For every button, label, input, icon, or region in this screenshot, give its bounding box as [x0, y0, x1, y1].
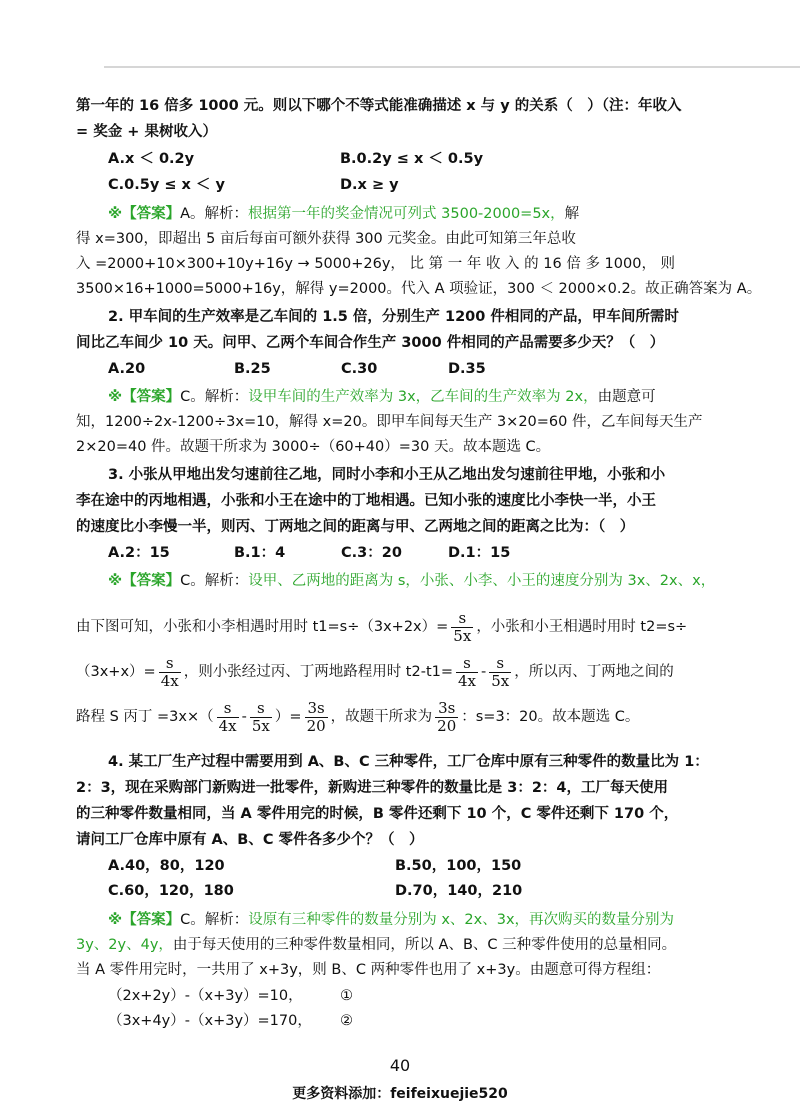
q3-answer-line-1: ※【答案】C。解析：设甲、乙两地的距离为 s，小张、小李、小王的速度分别为 3x、2x、x， — [108, 573, 716, 589]
header-rule — [104, 66, 800, 68]
q2-option-c: C.30 — [341, 361, 378, 377]
q3-option-c: C.3：20 — [341, 545, 402, 561]
fraction-3s-over-20: $\frac{3s}{20}$ — [306, 698, 326, 735]
q3-answer-line-2: 由下图可知，小张和小李相遇时用时 t1=s÷（3x+2x）= $\frac{s}{5x}$ ，小张和小王相遇时用时 t2=s÷ — [76, 608, 688, 645]
q4-option-a: A.40，80，120 — [108, 858, 225, 874]
q2-option-a: A.20 — [108, 361, 146, 377]
q4-answer-line-2: 3y、2y、4y，由于每天使用的三种零件数量相同，所以 A、B、C 三种零件使用的总量相同。 — [76, 937, 677, 953]
answer-mark: ※【答案】 — [108, 573, 181, 589]
q4-equation-2: （3x+4y）-（x+3y）=170， — [108, 1013, 312, 1029]
q3-stem-line-3: 的速度比小李慢一半，则丙、丁两地之间的距离与甲、乙两地之间的距离之比为：（ ） — [76, 519, 635, 535]
q3-answer-line-4: 路程 S 丙丁 =3x×（ $\frac{s}{4x}$ - $\frac{s}{5x}$ ）= $\frac{3s}{20}$ ，故题干所求为 $\frac{3s}{20}$ ：s=3：20。故本题选 C。 — [76, 698, 640, 735]
q4-equation-1-marker: ① — [340, 988, 353, 1004]
answer-mark: ※【答案】 — [108, 912, 181, 928]
q2-answer-line-3: 2×20=40 件。故题干所求为 3000÷（60+40）=30 天。故本题选 C。 — [76, 439, 551, 455]
footer-contact: 更多资料添加：feifeixuejie520 — [292, 1086, 508, 1102]
page-number: 40 — [389, 1056, 411, 1075]
q1-stem-line-2: = 奖金 + 果树收入） — [76, 124, 217, 140]
q4-stem-line-3: 的三种零件数量相同，当 A 零件用完的时候，B 零件还剩下 10 个，C 零件还剩下 170 个， — [76, 806, 679, 822]
q1-option-d: D.x ≥ y — [340, 177, 399, 193]
q4-equation-1: （2x+2y）-（x+3y）=10， — [108, 988, 303, 1004]
fraction-s-over-4x: $\frac{s}{4x}$ — [218, 698, 237, 735]
q3-option-b: B.1：4 — [234, 545, 286, 561]
q1-option-a: A.x ＜ 0.2y — [108, 151, 195, 167]
q1-answer-line-3: 入 =2000+10×300+10y+16y → 5000+26y， 比 第 一 年 收 入 的 16 倍 多 1000， 则 — [76, 256, 676, 272]
answer-mark: ※【答案】 — [108, 389, 181, 405]
q4-stem-line-4: 请问工厂仓库中原有 A、B、C 零件各多少个？（ ） — [76, 832, 424, 848]
q1-answer-line-1: ※【答案】A。解析：根据第一年的奖金情况可列式 3500-2000=5x，解 — [108, 206, 580, 222]
q4-answer-line-1: ※【答案】C。解析：设原有三种零件的数量分别为 x、2x、3x，再次购买的数量分别为 — [108, 912, 675, 928]
q1-answer-line-2: 得 x=300，即超出 5 亩后每亩可额外获得 300 元奖金。由此可知第三年总收 — [76, 231, 576, 247]
fraction-s-over-5x: $\frac{s}{5x}$ — [453, 608, 472, 645]
fraction-s-over-5x: $\frac{s}{5x}$ — [251, 698, 270, 735]
q1-option-c: C.0.5y ≤ x ＜ y — [108, 177, 225, 193]
answer-mark: ※【答案】 — [108, 206, 181, 222]
q3-answer-line-3: （3x+x）= $\frac{s}{4x}$ ，则小张经过丙、丁两地路程用时 t2-t1= $\frac{s}{4x}$ - $\frac{s}{5x}$ ，所以丙、丁两地之间的 — [76, 653, 674, 690]
q2-answer-line-2: 知，1200÷2x-1200÷3x=10，解得 x=20。即甲车间每天生产 3×20=60 件，乙车间每天生产 — [76, 414, 703, 430]
q4-stem-line-1: 4. 某工厂生产过程中需要用到 A、B、C 三种零件，工厂仓库中原有三种零件的数量比为 1： — [108, 754, 709, 770]
q4-equation-2-marker: ② — [340, 1013, 353, 1029]
q2-option-b: B.25 — [234, 361, 271, 377]
q4-answer-line-3: 当 A 零件用完时，一共用了 x+3y，则 B、C 两种零件也用了 x+3y。由题意可得方程组： — [76, 962, 661, 978]
q2-answer-line-1: ※【答案】C。解析：设甲车间的生产效率为 3x，乙车间的生产效率为 2x，由题意可 — [108, 389, 656, 405]
q1-answer-line-4: 3500×16+1000=5000+16y，解得 y=2000。代入 A 项验证，300 ＜ 2000×0.2。故正确答案为 A。 — [76, 281, 762, 297]
fraction-s-over-4x: $\frac{s}{4x}$ — [458, 653, 477, 690]
q4-stem-line-2: 2：3，现在采购部门新购进一批零件，新购进三种零件的数量比是 3：2：4，工厂每天使用 — [76, 780, 668, 796]
q1-option-b: B.0.2y ≤ x ＜ 0.5y — [340, 151, 484, 167]
fraction-s-over-5x: $\frac{s}{5x}$ — [491, 653, 510, 690]
q3-option-d: D.1：15 — [448, 545, 511, 561]
fraction-s-over-4x: $\frac{s}{4x}$ — [160, 653, 179, 690]
q4-option-d: D.70，140，210 — [395, 883, 523, 899]
q1-stem-line-1: 第一年的 16 倍多 1000 元。则以下哪个不等式能准确描述 x 与 y 的关系（ ）（注：年收入 — [76, 98, 682, 114]
q2-stem-line-1: 2. 甲车间的生产效率是乙车间的 1.5 倍，分别生产 1200 件相同的产品，甲车间所需时 — [108, 309, 679, 325]
q3-stem-line-1: 3. 小张从甲地出发匀速前往乙地，同时小李和小王从乙地出发匀速前往甲地，小张和小 — [108, 467, 666, 483]
q3-option-a: A.2：15 — [108, 545, 170, 561]
q3-stem-line-2: 李在途中的丙地相遇，小张和小王在途中的丁地相遇。已知小张的速度比小李快一半，小王 — [76, 493, 656, 509]
q4-option-b: B.50，100，150 — [395, 858, 522, 874]
fraction-3s-over-20: $\frac{3s}{20}$ — [437, 698, 457, 735]
q2-option-d: D.35 — [448, 361, 486, 377]
q4-option-c: C.60，120，180 — [108, 883, 234, 899]
q2-stem-line-2: 间比乙车间少 10 天。问甲、乙两个车间合作生产 3000 件相同的产品需要多少天？（ ） — [76, 335, 665, 351]
